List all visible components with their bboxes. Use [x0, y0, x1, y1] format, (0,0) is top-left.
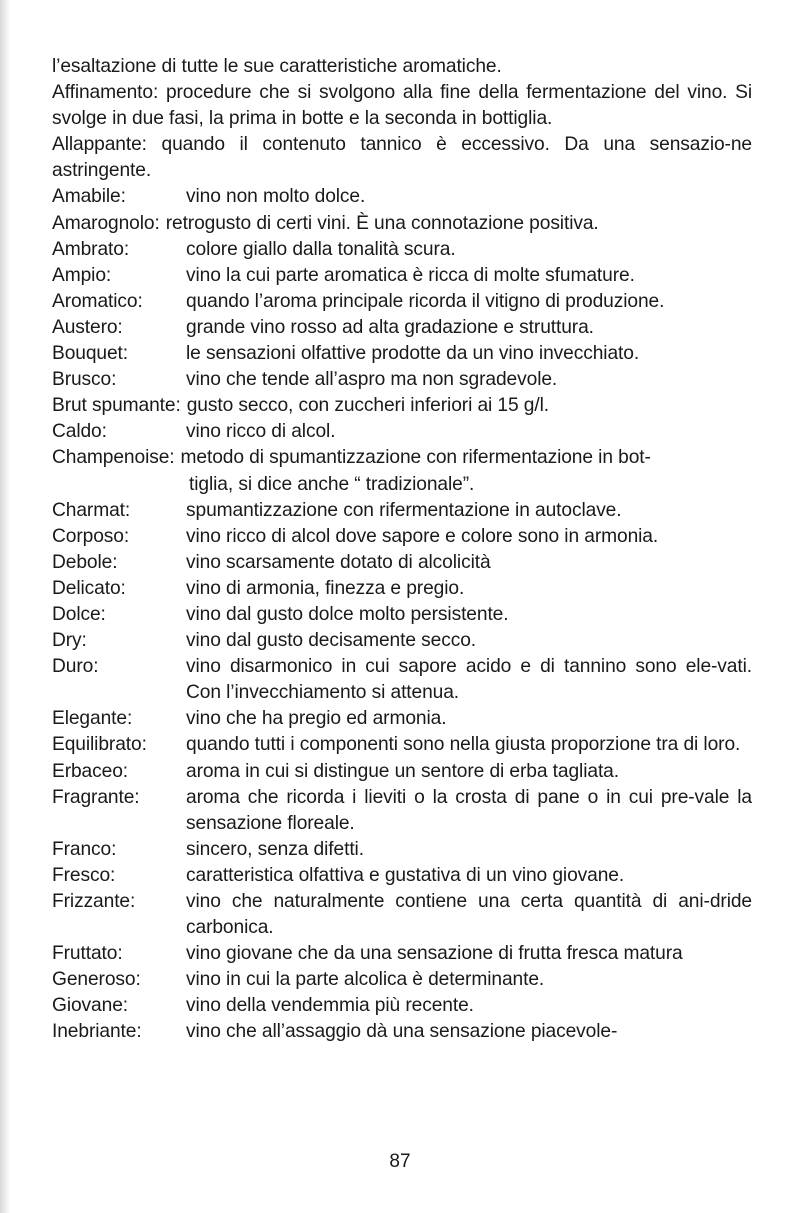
glossary-entry [52, 863, 752, 889]
page-edge-shadow [0, 0, 10, 1213]
glossary-entry [52, 211, 752, 237]
entry-definition: le sensazioni olfattive prodotte da un vino invecchiato. [186, 343, 640, 365]
entry-term: Champenoise: [52, 447, 175, 469]
entry-definition: spumantizzazione con rifermentazione in autoclave. [186, 499, 622, 521]
entry-definition: aroma in cui si distingue un sentore di erba tagliata. [186, 760, 619, 782]
entry-definition: gusto secco, con zuccheri inferiori ai 15 g/l. [186, 395, 549, 417]
glossary-entry [52, 419, 752, 445]
entry-definition: vino in cui la parte alcolica è determinante. [186, 969, 545, 991]
entry-definition: quando l’aroma principale ricorda il vitigno di produzione. [186, 290, 665, 312]
glossary-entry [52, 263, 752, 289]
entry-term: Charmat: [52, 499, 131, 521]
glossary-entry [52, 550, 752, 576]
entry-term: Fruttato: [52, 943, 123, 965]
entry-term: Equilibrato: [52, 734, 147, 756]
entry-definition: vino che tende all’aspro ma non sgradevole. [186, 369, 558, 391]
entry-term: Generoso: [52, 969, 141, 991]
entry-term: Aromatico: [52, 290, 143, 312]
entry-term: Dolce: [52, 603, 106, 625]
entry-definition: colore giallo dalla tonalità scura. [186, 238, 456, 260]
entry-term: Giovane: [52, 995, 128, 1017]
entry-definition: vino dal gusto decisamente secco. [186, 630, 477, 652]
glossary-entry [52, 315, 752, 341]
entry-term: Caldo: [52, 421, 107, 443]
intro-affinamento: Affinamento: procedure che si svolgono alla fine della fermentazione del vino. Si svolge in due fasi, la prima in botte e la seconda in bottiglia. [52, 82, 752, 130]
glossary-entry [52, 837, 752, 863]
entry-term: Bouquet: [52, 343, 129, 365]
entry-definition: metodo di spumantizzazione con rifermentazione in bot- [180, 447, 651, 469]
entry-term: Erbaceo: [52, 760, 128, 782]
entry-term: Amarognolo: [52, 212, 160, 234]
glossary-entry [52, 184, 752, 210]
glossary-entry [52, 393, 752, 419]
entry-definition: vino scarsamente dotato di alcolicità [186, 551, 491, 573]
glossary-entry [52, 706, 752, 732]
glossary-entry [52, 732, 752, 758]
entry-term: Frizzante: [52, 891, 136, 912]
glossary-entry [52, 237, 752, 263]
entry-definition: vino che naturalmente contiene una certa quantità di ani-dride carbonica. [186, 891, 752, 939]
entry-term: Ambrato: [52, 238, 130, 260]
entry-definition: retrogusto di certi vini. È una connotazione positiva. [165, 212, 599, 234]
entry-term: Inebriante: [52, 1021, 142, 1043]
entry-definition: aroma che ricorda i lieviti o la crosta di pane o in cui pre-vale la sensazione floreale. [186, 786, 752, 834]
entry-definition: caratteristica olfattiva e gustativa di un vino giovane. [186, 864, 625, 886]
glossary-entry [52, 941, 752, 967]
entry-definition: vino dal gusto dolce molto persistente. [186, 603, 509, 625]
glossary-entry [52, 889, 752, 941]
entry-term: Debole: [52, 551, 118, 573]
glossary-entry [52, 576, 752, 602]
entry-term: Elegante: [52, 708, 133, 730]
entry-term: Fresco: [52, 864, 116, 886]
entry-definition: vino che ha pregio ed armonia. [186, 708, 447, 730]
entry-term: Duro: [52, 656, 99, 678]
entry-definition: grande vino rosso ad alta gradazione e struttura. [186, 316, 594, 338]
entry-term: Corposo: [52, 525, 130, 547]
entry-term: Amabile: [52, 186, 126, 208]
entry-term: Delicato: [52, 577, 126, 599]
entry-term: Brusco: [52, 369, 117, 391]
entry-term: Austero: [52, 316, 123, 338]
entry-definition: vino della vendemmia più recente. [186, 995, 474, 1017]
glossary-entry [52, 367, 752, 393]
entry-definition: sincero, senza difetti. [186, 838, 364, 860]
entry-definition: vino disarmonico in cui sapore acido e di tannino sono ele-vati. Con l’invecchiamento si attenua. [186, 656, 752, 704]
glossary-entry [52, 654, 752, 706]
intro-allappante: Allappante: quando il contenuto tannico è eccessivo. Da una sensazio-ne astringente. [52, 134, 752, 182]
entry-term: Dry: [52, 630, 87, 652]
glossary-entry [52, 628, 752, 654]
glossary-entry [52, 498, 752, 524]
entry-definition: vino ricco di alcol dove sapore e colore sono in armonia. [186, 525, 659, 547]
glossary-entry [52, 289, 752, 315]
entry-definition: vino non molto dolce. [186, 186, 366, 208]
glossary-entry [52, 759, 752, 785]
entry-definition: vino giovane che da una sensazione di frutta fresca matura [186, 943, 683, 965]
entry-term: Brut spumante: [52, 395, 181, 417]
glossary-entry [52, 785, 752, 837]
entry-term: Franco: [52, 838, 117, 860]
page-body [52, 54, 752, 1046]
page-number: 87 [389, 1151, 411, 1172]
glossary-entry [52, 993, 752, 1019]
intro-line-1: l’esaltazione di tutte le sue caratteristiche aromatiche. [52, 56, 502, 77]
entry-definition: vino la cui parte aromatica è ricca di molte sfumature. [186, 264, 635, 286]
glossary-entry [52, 967, 752, 993]
entry-definition: vino ricco di alcol. [186, 421, 336, 443]
entry-definition: vino che all’assaggio dà una sensazione piacevole- [186, 1021, 618, 1043]
glossary-entry [52, 1019, 752, 1045]
glossary-entry [52, 341, 752, 367]
entry-definition: vino di armonia, finezza e pregio. [186, 577, 465, 599]
entry-term: Ampio: [52, 264, 112, 286]
glossary-entry [52, 602, 752, 628]
glossary-entry [52, 445, 752, 471]
entry-term: Fragrante: [52, 786, 140, 808]
entry-definition: quando tutti i componenti sono nella giusta proporzione tra di loro. [186, 734, 741, 756]
entry-definition-continuation: tiglia, si dice anche “ tradizionale”. [189, 473, 475, 495]
glossary-entry [52, 524, 752, 550]
